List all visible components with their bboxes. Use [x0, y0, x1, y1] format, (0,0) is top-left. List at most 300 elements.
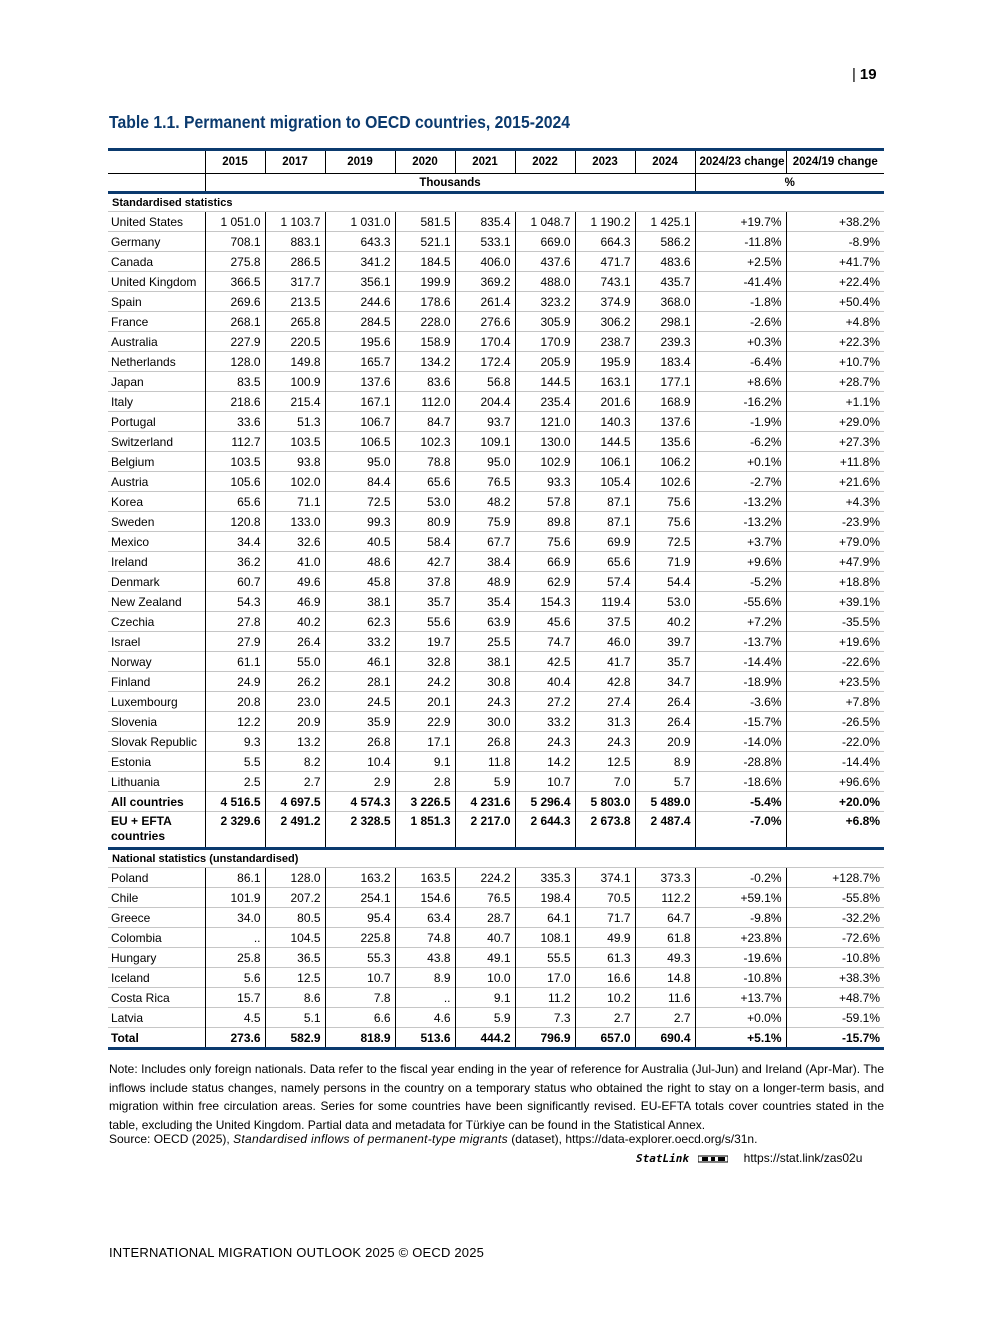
value-cell: 63.9	[455, 612, 515, 632]
value-cell: 406.0	[455, 252, 515, 272]
table-row	[108, 612, 884, 632]
value-cell: 71.1	[265, 492, 325, 512]
value-cell: 323.2	[515, 292, 575, 312]
value-cell: 22.9	[395, 712, 455, 732]
value-cell: 8.9	[635, 752, 695, 772]
column-header: 2023	[575, 150, 635, 174]
value-cell: -13.7%	[695, 632, 786, 652]
value-cell: 2 673.8	[575, 812, 635, 849]
value-cell: 168.9	[635, 392, 695, 412]
value-cell: -1.9%	[695, 412, 786, 432]
unit-percent: %	[695, 174, 884, 193]
value-cell: 368.0	[635, 292, 695, 312]
value-cell: -10.8%	[695, 968, 786, 988]
value-cell: +18.8%	[786, 572, 884, 592]
value-cell: 35.7	[635, 652, 695, 672]
value-cell: 225.8	[325, 928, 395, 948]
value-cell: 23.0	[265, 692, 325, 712]
value-cell: +79.0%	[786, 532, 884, 552]
country-name: Korea	[108, 492, 205, 512]
value-cell: 80.5	[265, 908, 325, 928]
value-cell: 38.4	[455, 552, 515, 572]
value-cell: 163.1	[575, 372, 635, 392]
value-cell: -32.2%	[786, 908, 884, 928]
value-cell: 72.5	[325, 492, 395, 512]
value-cell: 254.1	[325, 888, 395, 908]
value-cell: +50.4%	[786, 292, 884, 312]
value-cell: 45.6	[515, 612, 575, 632]
table-row	[108, 1008, 884, 1028]
value-cell: 38.1	[455, 652, 515, 672]
value-cell: -11.8%	[695, 232, 786, 252]
value-cell: 40.7	[455, 928, 515, 948]
value-cell: 65.6	[205, 492, 265, 512]
table-note: Note: Includes only foreign nationals. Data refer to the fiscal year ending in the year of reference for Australia (Jul-Jun) and Ireland (Apr-Mar). The inflows include status changes, namely persons in the country on a temporary status who obtained the right to stay on a longer-term basis, and migration within free circulation areas. Series for some countries have been significantly revised. EU-EFTA totals cover countries stated in the table, excluding the United Kingdom. Partial data and metadata for Türkiye can be found in the Statistical Annex.	[109, 1062, 884, 1132]
value-cell: 42.5	[515, 652, 575, 672]
value-cell: 137.6	[325, 372, 395, 392]
value-cell: 26.4	[635, 692, 695, 712]
table-row	[108, 352, 884, 372]
value-cell: 373.3	[635, 868, 695, 888]
value-cell: 9.3	[205, 732, 265, 752]
value-cell: 48.6	[325, 552, 395, 572]
value-cell: 20.1	[395, 692, 455, 712]
value-cell: 244.6	[325, 292, 395, 312]
value-cell: +7.2%	[695, 612, 786, 632]
value-cell: 19.7	[395, 632, 455, 652]
value-cell: +47.9%	[786, 552, 884, 572]
value-cell: 71.9	[635, 552, 695, 572]
value-cell: 102.0	[265, 472, 325, 492]
value-cell: 137.6	[635, 412, 695, 432]
value-cell: -55.6%	[695, 592, 786, 612]
value-cell: 37.5	[575, 612, 635, 632]
value-cell: +20.0%	[786, 792, 884, 812]
value-cell: 374.9	[575, 292, 635, 312]
value-cell: 87.1	[575, 512, 635, 532]
value-cell: +22.3%	[786, 332, 884, 352]
country-name: Japan	[108, 372, 205, 392]
column-header: 2024/23 change	[695, 150, 786, 174]
value-cell: +28.7%	[786, 372, 884, 392]
value-cell: 120.8	[205, 512, 265, 532]
value-cell: 235.4	[515, 392, 575, 412]
table-row	[108, 572, 884, 592]
country-name: Chile	[108, 888, 205, 908]
value-cell: 437.6	[515, 252, 575, 272]
table-row	[108, 652, 884, 672]
value-cell: 75.6	[635, 492, 695, 512]
value-cell: 657.0	[575, 1028, 635, 1049]
value-cell: 109.1	[455, 432, 515, 452]
section-label: National statistics (unstandardised)	[108, 849, 884, 868]
value-cell: 40.2	[265, 612, 325, 632]
value-cell: 103.5	[205, 452, 265, 472]
value-cell: 220.5	[265, 332, 325, 352]
value-cell: 99.3	[325, 512, 395, 532]
statlink-url[interactable]: https://stat.link/zas02u	[743, 1151, 863, 1165]
country-name: Canada	[108, 252, 205, 272]
value-cell: 708.1	[205, 232, 265, 252]
value-cell: 335.3	[515, 868, 575, 888]
value-cell: 224.2	[455, 868, 515, 888]
table-row	[108, 672, 884, 692]
value-cell: 5.1	[265, 1008, 325, 1028]
table-row	[108, 472, 884, 492]
country-name: Slovenia	[108, 712, 205, 732]
country-name: Finland	[108, 672, 205, 692]
value-cell: 128.0	[205, 352, 265, 372]
column-header: 2022	[515, 150, 575, 174]
value-cell: 7.8	[325, 988, 395, 1008]
value-cell: 34.4	[205, 532, 265, 552]
value-cell: 4 574.3	[325, 792, 395, 812]
value-cell: 4 231.6	[455, 792, 515, 812]
value-cell: -18.6%	[695, 772, 786, 792]
value-cell: -3.6%	[695, 692, 786, 712]
table-row	[108, 392, 884, 412]
value-cell: 10.4	[325, 752, 395, 772]
section-header-row	[108, 849, 884, 868]
value-cell: 276.6	[455, 312, 515, 332]
value-cell: 55.0	[265, 652, 325, 672]
country-name: Israel	[108, 632, 205, 652]
value-cell: 26.8	[455, 732, 515, 752]
value-cell: 57.4	[575, 572, 635, 592]
value-cell: 305.9	[515, 312, 575, 332]
value-cell: 53.0	[395, 492, 455, 512]
value-cell: -55.8%	[786, 888, 884, 908]
value-cell: -9.8%	[695, 908, 786, 928]
value-cell: 521.1	[395, 232, 455, 252]
value-cell: +0.1%	[695, 452, 786, 472]
value-cell: 16.6	[575, 968, 635, 988]
value-cell: 75.9	[455, 512, 515, 532]
country-name: EU + EFTA countries	[108, 812, 205, 849]
value-cell: 78.8	[395, 452, 455, 472]
value-cell: 2.9	[325, 772, 395, 792]
value-cell: 83.6	[395, 372, 455, 392]
value-cell: 33.2	[325, 632, 395, 652]
value-cell: 4.6	[395, 1008, 455, 1028]
value-cell: 172.4	[455, 352, 515, 372]
value-cell: 46.1	[325, 652, 395, 672]
value-cell: -22.6%	[786, 652, 884, 672]
section-header-row	[108, 193, 884, 212]
value-cell: +128.7%	[786, 868, 884, 888]
table-row	[108, 292, 884, 312]
value-cell: 4 516.5	[205, 792, 265, 812]
value-cell: +8.6%	[695, 372, 786, 392]
value-cell: 20.8	[205, 692, 265, 712]
value-cell: 49.1	[455, 948, 515, 968]
value-cell: +5.1%	[695, 1028, 786, 1049]
value-cell: 84.4	[325, 472, 395, 492]
value-cell: 4.5	[205, 1008, 265, 1028]
total-row	[108, 1028, 884, 1049]
statlink[interactable]	[636, 1151, 862, 1165]
country-name: Switzerland	[108, 432, 205, 452]
value-cell: 1 190.2	[575, 212, 635, 232]
table-row	[108, 532, 884, 552]
value-cell: 586.2	[635, 232, 695, 252]
value-cell: 24.3	[575, 732, 635, 752]
table-row	[108, 712, 884, 732]
value-cell: 4 697.5	[265, 792, 325, 812]
value-cell: 8.6	[265, 988, 325, 1008]
value-cell: 8.2	[265, 752, 325, 772]
value-cell: 135.6	[635, 432, 695, 452]
value-cell: 14.8	[635, 968, 695, 988]
value-cell: -8.9%	[786, 232, 884, 252]
value-cell: 265.8	[265, 312, 325, 332]
value-cell: 883.1	[265, 232, 325, 252]
value-cell: 33.6	[205, 412, 265, 432]
value-cell: 37.8	[395, 572, 455, 592]
table-row	[108, 492, 884, 512]
value-cell: +9.6%	[695, 552, 786, 572]
country-name: Greece	[108, 908, 205, 928]
value-cell: 121.0	[515, 412, 575, 432]
country-name: Netherlands	[108, 352, 205, 372]
header-blank	[108, 150, 205, 174]
value-cell: +48.7%	[786, 988, 884, 1008]
value-cell: 128.0	[265, 868, 325, 888]
value-cell: 106.1	[575, 452, 635, 472]
value-cell: 93.7	[455, 412, 515, 432]
column-header: 2019	[325, 150, 395, 174]
value-cell: 317.7	[265, 272, 325, 292]
value-cell: +7.8%	[786, 692, 884, 712]
value-cell: 32.6	[265, 532, 325, 552]
unit-row	[108, 174, 884, 193]
value-cell: 74.8	[395, 928, 455, 948]
value-cell: 273.6	[205, 1028, 265, 1049]
value-cell: +0.3%	[695, 332, 786, 352]
value-cell: 87.1	[575, 492, 635, 512]
value-cell: 102.9	[515, 452, 575, 472]
table-row	[108, 928, 884, 948]
value-cell: 80.9	[395, 512, 455, 532]
value-cell: -14.4%	[695, 652, 786, 672]
value-cell: 2 328.5	[325, 812, 395, 849]
value-cell: 15.7	[205, 988, 265, 1008]
value-cell: 163.5	[395, 868, 455, 888]
source-dataset-title: Standardised inflows of permanent-type migrants	[233, 1132, 508, 1146]
value-cell: -1.8%	[695, 292, 786, 312]
value-cell: +22.4%	[786, 272, 884, 292]
table-row	[108, 732, 884, 752]
section-label: Standardised statistics	[112, 196, 233, 209]
value-cell: 25.8	[205, 948, 265, 968]
value-cell: 46.9	[265, 592, 325, 612]
value-cell: 690.4	[635, 1028, 695, 1049]
value-cell: +19.7%	[695, 212, 786, 232]
eu-efta-row	[108, 812, 884, 849]
value-cell: 83.5	[205, 372, 265, 392]
value-cell: 10.7	[515, 772, 575, 792]
value-cell: 20.9	[635, 732, 695, 752]
value-cell: 5.9	[455, 772, 515, 792]
value-cell: 12.5	[265, 968, 325, 988]
value-cell: 483.6	[635, 252, 695, 272]
table-row	[108, 512, 884, 532]
country-name: Lithuania	[108, 772, 205, 792]
country-name: France	[108, 312, 205, 332]
value-cell: 796.9	[515, 1028, 575, 1049]
value-cell: 72.5	[635, 532, 695, 552]
value-cell: 130.0	[515, 432, 575, 452]
value-cell: 69.9	[575, 532, 635, 552]
value-cell: 41.0	[265, 552, 325, 572]
value-cell: 374.1	[575, 868, 635, 888]
value-cell: 35.4	[455, 592, 515, 612]
value-cell: 76.5	[455, 888, 515, 908]
column-header: 2015	[205, 150, 265, 174]
value-cell: +59.1%	[695, 888, 786, 908]
value-cell: 49.3	[635, 948, 695, 968]
value-cell: 25.5	[455, 632, 515, 652]
value-cell: 144.5	[575, 432, 635, 452]
value-cell: -26.5%	[786, 712, 884, 732]
country-name: Hungary	[108, 948, 205, 968]
value-cell: 286.5	[265, 252, 325, 272]
value-cell: 201.6	[575, 392, 635, 412]
value-cell: 204.4	[455, 392, 515, 412]
country-name: Australia	[108, 332, 205, 352]
value-cell: 7.3	[515, 1008, 575, 1028]
value-cell: 48.2	[455, 492, 515, 512]
table-row	[108, 372, 884, 392]
value-cell: 2 217.0	[455, 812, 515, 849]
value-cell: 95.4	[325, 908, 395, 928]
value-cell: 64.7	[635, 908, 695, 928]
value-cell: 134.2	[395, 352, 455, 372]
value-cell: 170.9	[515, 332, 575, 352]
value-cell: 55.5	[515, 948, 575, 968]
value-cell: 13.2	[265, 732, 325, 752]
value-cell: 149.8	[265, 352, 325, 372]
value-cell: 2.5	[205, 772, 265, 792]
value-cell: -6.2%	[695, 432, 786, 452]
table-row	[108, 888, 884, 908]
value-cell: 5.9	[455, 1008, 515, 1028]
value-cell: 61.3	[575, 948, 635, 968]
value-cell: 86.1	[205, 868, 265, 888]
table-source	[109, 1132, 757, 1146]
value-cell: 144.5	[515, 372, 575, 392]
value-cell: 106.7	[325, 412, 395, 432]
value-cell: 62.3	[325, 612, 395, 632]
value-cell: 2 329.6	[205, 812, 265, 849]
value-cell: 533.1	[455, 232, 515, 252]
value-cell: +10.7%	[786, 352, 884, 372]
column-header: 2017	[265, 150, 325, 174]
value-cell: 31.3	[575, 712, 635, 732]
value-cell: -35.5%	[786, 612, 884, 632]
value-cell: -28.8%	[695, 752, 786, 772]
value-cell: 6.6	[325, 1008, 395, 1028]
value-cell: 8.9	[395, 968, 455, 988]
value-cell: 1 031.0	[325, 212, 395, 232]
value-cell: 30.0	[455, 712, 515, 732]
value-cell: 48.9	[455, 572, 515, 592]
value-cell: 1 103.7	[265, 212, 325, 232]
country-name: Czechia	[108, 612, 205, 632]
value-cell: 32.8	[395, 652, 455, 672]
value-cell: 41.7	[575, 652, 635, 672]
value-cell: -18.9%	[695, 672, 786, 692]
value-cell: 1 425.1	[635, 212, 695, 232]
value-cell: 35.9	[325, 712, 395, 732]
value-cell: -10.8%	[786, 948, 884, 968]
table-row	[108, 692, 884, 712]
value-cell: 105.6	[205, 472, 265, 492]
value-cell: 10.0	[455, 968, 515, 988]
value-cell: -16.2%	[695, 392, 786, 412]
value-cell: 268.1	[205, 312, 265, 332]
value-cell: 46.0	[575, 632, 635, 652]
table-row	[108, 432, 884, 452]
value-cell: 102.3	[395, 432, 455, 452]
value-cell: 133.0	[265, 512, 325, 532]
value-cell: -7.0%	[695, 812, 786, 849]
country-name: Austria	[108, 472, 205, 492]
value-cell: -5.2%	[695, 572, 786, 592]
value-cell: 140.3	[575, 412, 635, 432]
page-number: | 19	[852, 66, 877, 83]
value-cell: 269.6	[205, 292, 265, 312]
value-cell: 743.1	[575, 272, 635, 292]
value-cell: -2.7%	[695, 472, 786, 492]
value-cell: 165.7	[325, 352, 395, 372]
country-name: Portugal	[108, 412, 205, 432]
value-cell: 11.2	[515, 988, 575, 1008]
value-cell: 24.3	[455, 692, 515, 712]
value-cell: +13.7%	[695, 988, 786, 1008]
value-cell: 35.7	[395, 592, 455, 612]
value-cell: 183.4	[635, 352, 695, 372]
table-row	[108, 908, 884, 928]
value-cell: 102.6	[635, 472, 695, 492]
table-row	[108, 232, 884, 252]
value-cell: 14.2	[515, 752, 575, 772]
value-cell: 24.5	[325, 692, 395, 712]
table-row	[108, 772, 884, 792]
value-cell: 669.0	[515, 232, 575, 252]
value-cell: 105.4	[575, 472, 635, 492]
value-cell: 26.4	[265, 632, 325, 652]
value-cell: 40.4	[515, 672, 575, 692]
value-cell: 112.7	[205, 432, 265, 452]
value-cell: 33.2	[515, 712, 575, 732]
value-cell: 95.0	[455, 452, 515, 472]
value-cell: 298.1	[635, 312, 695, 332]
value-cell: 163.2	[325, 868, 395, 888]
value-cell: 239.3	[635, 332, 695, 352]
value-cell: 42.8	[575, 672, 635, 692]
value-cell: +4.8%	[786, 312, 884, 332]
value-cell: 238.7	[575, 332, 635, 352]
table-row	[108, 592, 884, 612]
value-cell: -5.4%	[695, 792, 786, 812]
value-cell: 65.6	[395, 472, 455, 492]
value-cell: 818.9	[325, 1028, 395, 1049]
value-cell: 28.7	[455, 908, 515, 928]
value-cell: 199.9	[395, 272, 455, 292]
value-cell: +23.8%	[695, 928, 786, 948]
value-cell: 61.8	[635, 928, 695, 948]
